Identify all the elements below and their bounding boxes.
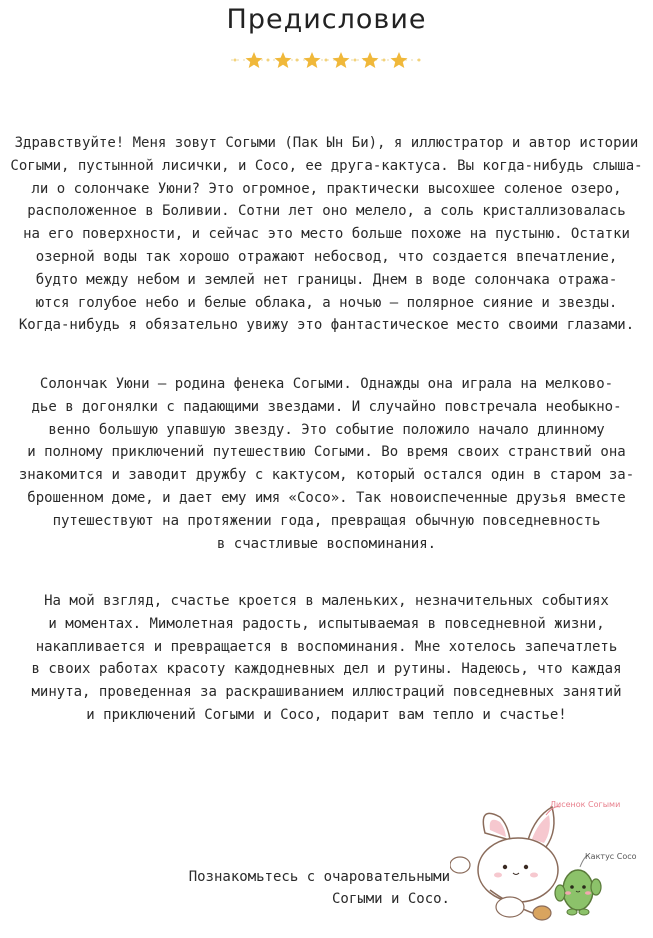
intro-line: ли о солончаке Уюни? Это огромное, практически высохшее соленое озеро, — [31, 180, 622, 197]
story-line: и полному приключений путешествию Согыми. Во время своих странствий она — [27, 444, 626, 461]
story-line: венно большую упавшую звезду. Это событие положило начало длинному — [48, 421, 605, 438]
story-line: брошенном доме, и дает ему имя «Сосо». Так новоиспеченные друзья вместе — [27, 489, 626, 506]
star-divider — [0, 48, 653, 72]
intro-line: озерной воды так хорошо отражают небосвод, что создается впечатление, — [35, 248, 618, 265]
fox-label: Лисенок Согыми — [550, 800, 621, 809]
star-icon — [361, 52, 378, 68]
story-line: в счастливые воспоминания. — [216, 535, 437, 552]
closing-line: минута, проведенная за раскрашиванием иллюстраций повседневных занятий — [31, 684, 622, 701]
closing-line: накапливается и превращается в воспоминания. Мне хотелось запечатлеть — [35, 638, 618, 655]
intro-line: Здравствуйте! Меня зовут Согыми (Пак Ын Би), я иллюстратор и автор истории — [14, 135, 639, 151]
star-icon — [332, 52, 349, 68]
signoff-line: Согыми и Сосо. — [331, 891, 450, 907]
story-line: дье в догонялки с падающими звездами. И случайно повстречала необыкно- — [31, 398, 622, 415]
fox-and-cactus-illustration — [450, 795, 650, 935]
story-line: знакомится и заводит дружбу с кактусом, который остался один в старом за- — [18, 467, 635, 484]
fox-illustration — [450, 807, 558, 920]
signoff-text — [120, 866, 450, 910]
intro-line: расположенное в Боливии. Сотни лет оно мелело, а соль кристаллизовалась — [27, 203, 626, 220]
page-title: Предисловие — [226, 4, 427, 35]
story-line: путешествуют на протяжении года, превращая обычную повседневность — [52, 512, 601, 529]
intro-line: ются голубое небо и белые облака, а ночью — полярное сияние и звезды. — [35, 294, 618, 311]
intro-line: будто между небом и землей нет границы. Днем в воде солончака отража- — [35, 271, 618, 288]
closing-line: в своих работах красоту каждодневных дел и рутины. Надеюсь, что каждая — [31, 661, 622, 678]
closing-line: и приключений Согыми и Сосо, подарит вам тепло и счастье! — [86, 706, 567, 723]
closing-line: На мой взгляд, счастье кроется в маленьких, незначительных событиях — [44, 593, 609, 609]
cactus-illustration — [555, 870, 601, 915]
story-line: Солончак Уюни — родина фенека Согыми. Однажды она играла на мелково- — [39, 376, 614, 392]
star-icon — [303, 52, 320, 68]
star-icon — [274, 52, 291, 68]
intro-line: Согыми, пустынной лисички, и Сосо, ее друга-кактуса. Вы когда-нибудь слыша- — [10, 157, 643, 174]
closing-paragraph — [0, 590, 653, 727]
cactus-label: Кактус Сосо — [585, 852, 637, 861]
closing-line: и моментах. Мимолетная радость, испытываемая в повседневной жизни, — [48, 615, 605, 632]
intro-paragraph — [0, 132, 653, 337]
intro-line: на его поверхности, и сейчас это место больше похоже на пустыню. Остатки — [23, 226, 630, 243]
star-icon — [245, 52, 262, 68]
intro-line: Когда-нибудь я обязательно увижу это фантастическое место своими глазами. — [18, 317, 635, 334]
star-icon — [390, 52, 407, 68]
story-paragraph — [0, 373, 653, 555]
signoff-line: Познакомьтесь с очаровательными — [188, 869, 450, 885]
